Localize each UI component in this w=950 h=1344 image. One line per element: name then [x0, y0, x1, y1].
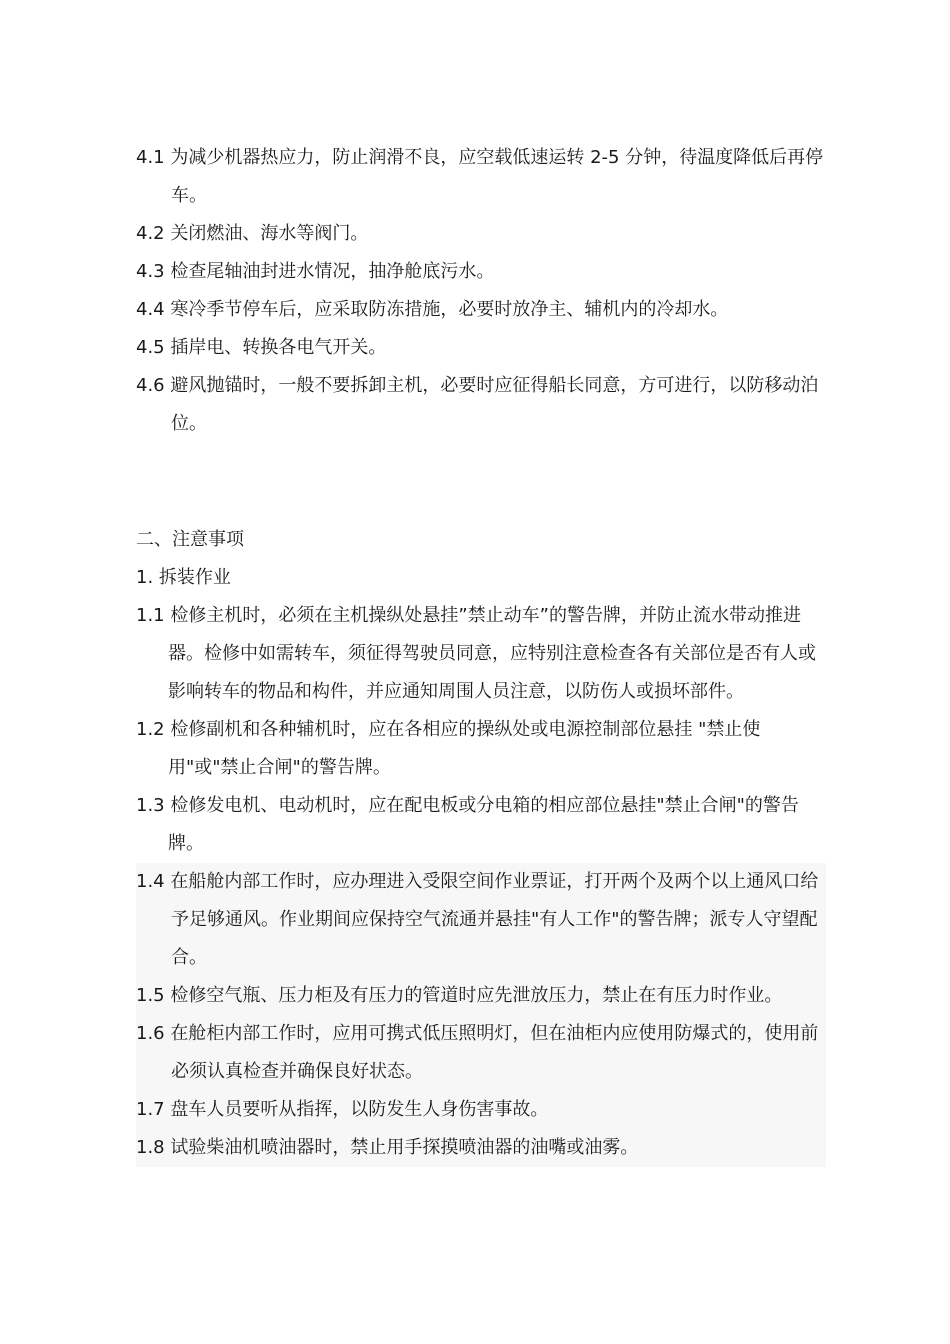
list-item-4-1: 4.1 为减少机器热应力，防止润滑不良，应空载低速运转 2-5 分钟，待温度降低后再停车。	[136, 147, 824, 206]
shutdown-procedure-section	[136, 139, 826, 443]
precautions-section	[136, 521, 826, 1167]
shaded-region	[136, 863, 826, 1167]
list-item-1-6: 1.6 在舱柜内部工作时，应用可携式低压照明灯，但在油柜内应使用防爆式的，使用前必须认真检查并确保良好状态。	[136, 1023, 819, 1082]
list-item-1-2: 1.2 检修副机和各种辅机时，应在各相应的操纵处或电源控制部位悬挂 "禁止使用"或"禁止合闸"的警告牌。	[136, 719, 761, 778]
list-item-1-7: 1.7 盘车人员要听从指挥，以防发生人身伤害事故。	[136, 1099, 549, 1120]
list-item-4-6: 4.6 避风抛锚时，一般不要拆卸主机，必要时应征得船长同意，方可进行，以防移动泊位。	[136, 375, 819, 434]
list-item-4-5: 4.5 插岸电、转换各电气开关。	[136, 337, 387, 358]
list-item-1-4: 1.4 在船舱内部工作时，应办理进入受限空间作业票证，打开两个及两个以上通风口给予足够通风。作业期间应保持空气流通并悬挂"有人工作"的警告牌；派专人守望配合。	[136, 871, 819, 968]
list-item-1-8: 1.8 试验柴油机喷油器时，禁止用手探摸喷油器的油嘴或油雾。	[136, 1137, 639, 1158]
list-item-4-2: 4.2 关闭燃油、海水等阀门。	[136, 223, 369, 244]
list-item-1-1: 1.1 检修主机时，必须在主机操纵处悬挂”禁止动车”的警告牌，并防止流水带动推进器。检修中如需转车，须征得驾驶员同意，应特别注意检查各有关部位是否有人或影响转车的物品和构件，并应通知周围人员注意，以防伤人或损坏部件。	[136, 605, 816, 702]
subsection-heading: 1. 拆装作业	[136, 567, 231, 588]
list-item-1-5: 1.5 检修空气瓶、压力柜及有压力的管道时应先泄放压力，禁止在有压力时作业。	[136, 985, 783, 1006]
list-item-4-3: 4.3 检查尾轴油封进水情况，抽净舱底污水。	[136, 261, 495, 282]
list-item-4-4: 4.4 寒冷季节停车后，应采取防冻措施，必要时放净主、辅机内的冷却水。	[136, 299, 729, 320]
list-item-1-3: 1.3 检修发电机、电动机时，应在配电板或分电箱的相应部位悬挂"禁止合闸"的警告牌。	[136, 795, 799, 854]
section-heading: 二、注意事项	[136, 529, 244, 550]
